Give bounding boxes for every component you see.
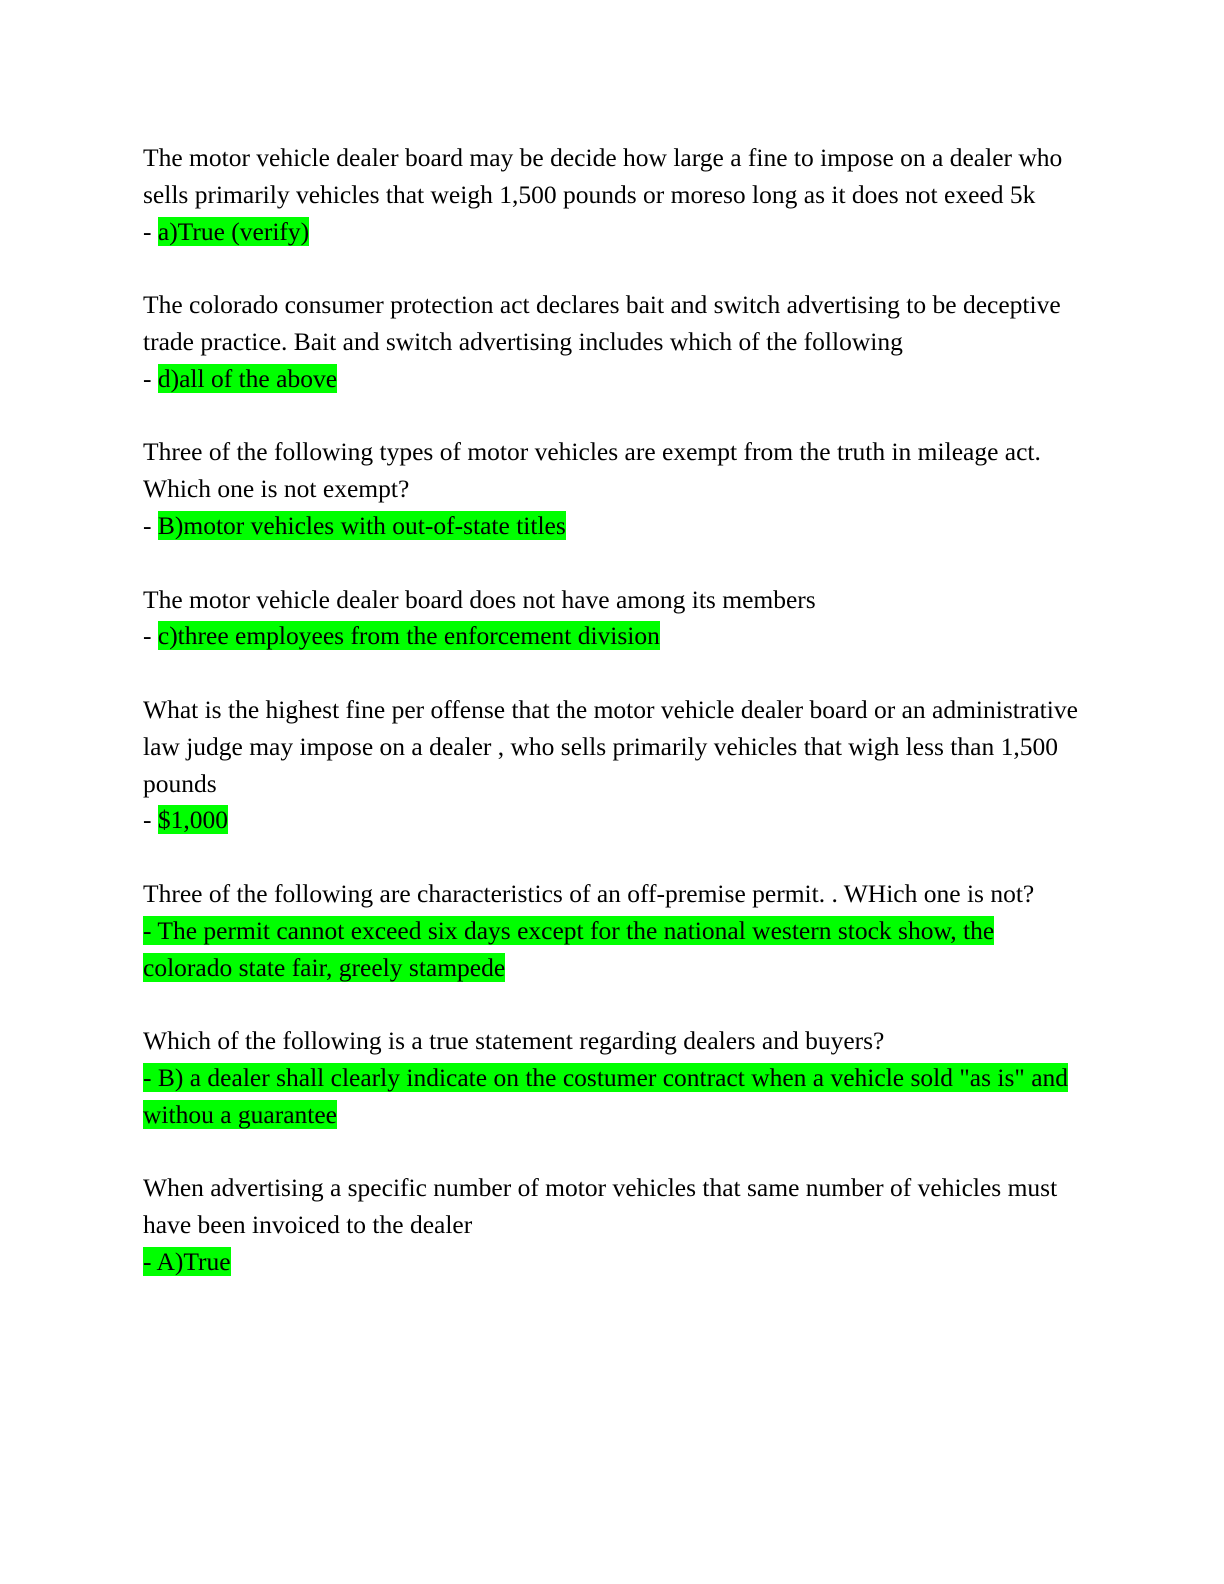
- qa-item-6: [143, 876, 1083, 986]
- question-text: When advertising a specific number of motor vehicles that same number of vehicles must have been invoiced to the dealer: [143, 1173, 1058, 1240]
- question-text: Three of the following are characteristics of an off-premise permit. . WHich one is not?: [143, 878, 1035, 908]
- answer-dash: -: [143, 216, 158, 246]
- answer-dash: -: [143, 805, 158, 835]
- qa-item-5: [143, 692, 1083, 839]
- answer-line: [143, 913, 1083, 987]
- question-text: Which of the following is a true statement regarding dealers and buyers?: [143, 1026, 885, 1056]
- highlighted-answer: - A)True: [143, 1246, 231, 1276]
- highlighted-answer: c)three employees from the enforcement division: [157, 621, 660, 651]
- highlighted-answer: B)motor vehicles with out-of-state titles: [157, 510, 566, 540]
- answer-line: [143, 1060, 1083, 1134]
- answer-line: [143, 361, 1083, 398]
- highlighted-answer: a)True (verify): [157, 216, 310, 246]
- answer-dash: -: [143, 510, 158, 540]
- qa-item-7: [143, 1023, 1083, 1133]
- highlighted-answer: $1,000: [157, 805, 228, 835]
- question-text: The motor vehicle dealer board may be decide how large a fine to impose on a dealer who sells primarily vehicles that weigh 1,500 pounds or moreso long as it does not exeed 5k: [143, 143, 1063, 209]
- answer-line: [143, 618, 1083, 655]
- answer-line: [143, 802, 1083, 839]
- answer-dash: -: [143, 363, 158, 393]
- qa-item-1: [143, 140, 1083, 250]
- document-page: [143, 140, 1083, 1318]
- question-text: The colorado consumer protection act declares bait and switch advertising to be deceptive trade practice. Bait and switch advertising includes which of the following: [143, 290, 1061, 356]
- answer-line: [143, 214, 1083, 251]
- answer-dash: -: [143, 621, 158, 651]
- question-text: The motor vehicle dealer board does not have among its members: [143, 584, 816, 614]
- answer-line: [143, 1244, 1083, 1281]
- highlighted-answer: - The permit cannot exceed six days except for the national western stock show, the colorado state fair, greely stampede: [143, 915, 995, 982]
- highlighted-answer: - B) a dealer shall clearly indicate on the costumer contract when a vehicle sold "as is" and withou a guarantee: [143, 1062, 1069, 1129]
- qa-item-8: [143, 1170, 1083, 1280]
- qa-item-4: [143, 582, 1083, 656]
- question-text: Three of the following types of motor vehicles are exempt from the truth in mileage act. Which one is not exempt?: [143, 437, 1041, 504]
- question-text: What is the highest fine per offense that the motor vehicle dealer board or an administrative law judge may impose on a dealer , who sells primarily vehicles that wigh less than 1,500 pounds: [143, 694, 1078, 798]
- qa-item-3: [143, 434, 1083, 544]
- highlighted-answer: d)all of the above: [157, 363, 338, 393]
- answer-line: [143, 508, 1083, 545]
- qa-item-2: [143, 287, 1083, 397]
